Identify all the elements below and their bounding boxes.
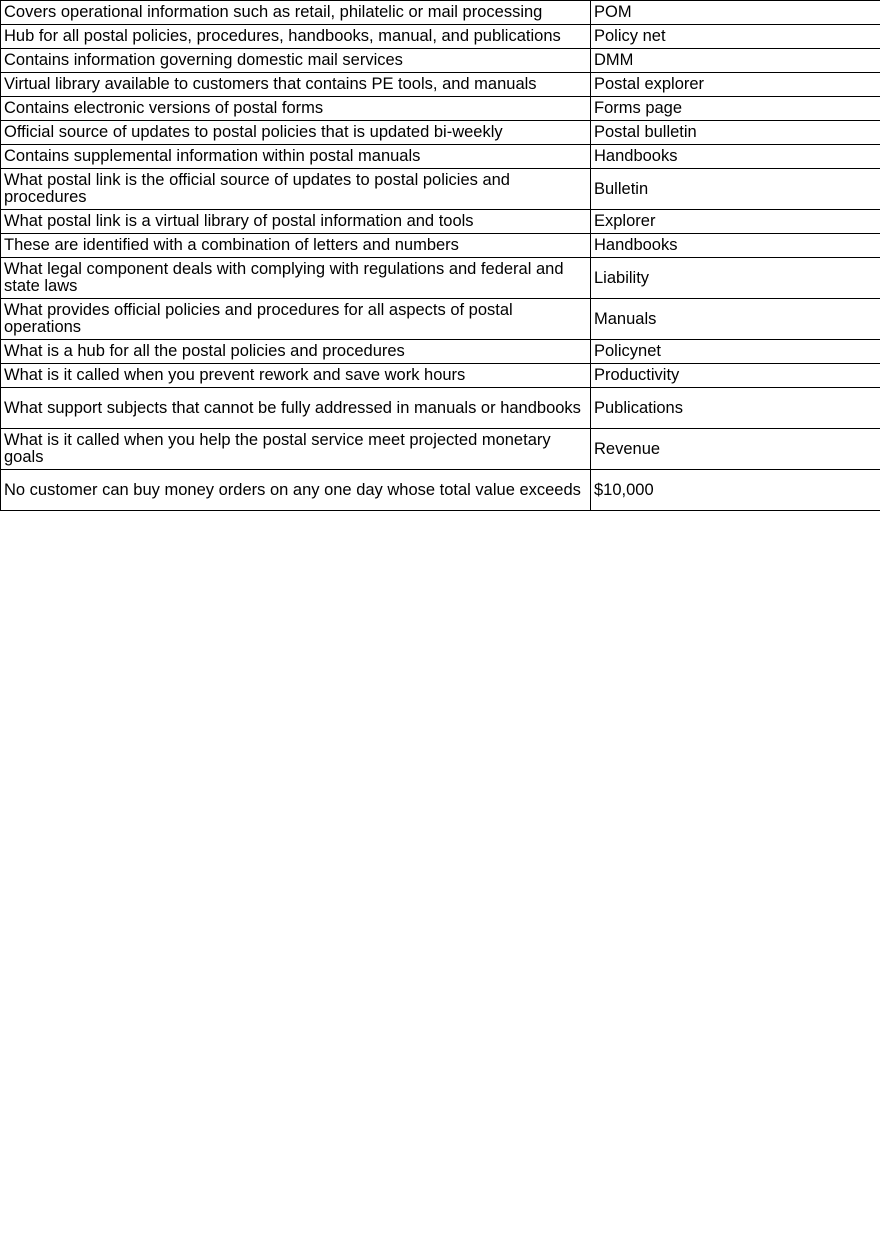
flashcard-table <box>0 0 880 511</box>
definition-cell: Policynet <box>591 340 880 364</box>
table-row <box>1 49 880 73</box>
definition-cell: Productivity <box>591 364 880 388</box>
table-row <box>1 73 880 97</box>
term-cell: Virtual library available to customers that contains PE tools, and manuals <box>1 73 591 97</box>
table-row <box>1 97 880 121</box>
table-row <box>1 121 880 145</box>
table-row <box>1 145 880 169</box>
definition-cell: Postal explorer <box>591 73 880 97</box>
term-cell: Covers operational information such as retail, philatelic or mail processing <box>1 1 591 25</box>
table-row <box>1 429 880 470</box>
term-cell: What postal link is a virtual library of postal information and tools <box>1 210 591 234</box>
definition-cell: Forms page <box>591 97 880 121</box>
term-cell: What is it called when you prevent rework and save work hours <box>1 364 591 388</box>
definition-cell: Handbooks <box>591 234 880 258</box>
definition-cell: Manuals <box>591 299 880 340</box>
term-cell: Contains electronic versions of postal forms <box>1 97 591 121</box>
term-cell: No customer can buy money orders on any one day whose total value exceeds <box>1 470 591 511</box>
table-row <box>1 258 880 299</box>
definition-cell: Bulletin <box>591 169 880 210</box>
definition-cell: Handbooks <box>591 145 880 169</box>
definition-cell: Liability <box>591 258 880 299</box>
term-cell: What is a hub for all the postal policies and procedures <box>1 340 591 364</box>
term-cell: What legal component deals with complying with regulations and federal and state laws <box>1 258 591 299</box>
definition-cell: Explorer <box>591 210 880 234</box>
term-cell: What postal link is the official source of updates to postal policies and procedures <box>1 169 591 210</box>
table-row <box>1 234 880 258</box>
table-row <box>1 340 880 364</box>
table-row <box>1 169 880 210</box>
table-row <box>1 388 880 429</box>
term-cell: Official source of updates to postal policies that is updated bi-weekly <box>1 121 591 145</box>
term-cell: What provides official policies and procedures for all aspects of postal operations <box>1 299 591 340</box>
definition-cell: Publications <box>591 388 880 429</box>
table-row <box>1 210 880 234</box>
term-cell: Hub for all postal policies, procedures, handbooks, manual, and publications <box>1 25 591 49</box>
term-cell: What support subjects that cannot be fully addressed in manuals or handbooks <box>1 388 591 429</box>
table-row <box>1 470 880 511</box>
definition-cell: Revenue <box>591 429 880 470</box>
definition-cell: POM <box>591 1 880 25</box>
term-cell: What is it called when you help the postal service meet projected monetary goals <box>1 429 591 470</box>
term-cell: Contains supplemental information within postal manuals <box>1 145 591 169</box>
definition-cell: Policy net <box>591 25 880 49</box>
definition-cell: Postal bulletin <box>591 121 880 145</box>
table-row <box>1 25 880 49</box>
table-row <box>1 299 880 340</box>
definition-cell: $10,000 <box>591 470 880 511</box>
term-cell: Contains information governing domestic mail services <box>1 49 591 73</box>
table-row <box>1 1 880 25</box>
table-row <box>1 364 880 388</box>
term-cell: These are identified with a combination of letters and numbers <box>1 234 591 258</box>
definition-cell: DMM <box>591 49 880 73</box>
